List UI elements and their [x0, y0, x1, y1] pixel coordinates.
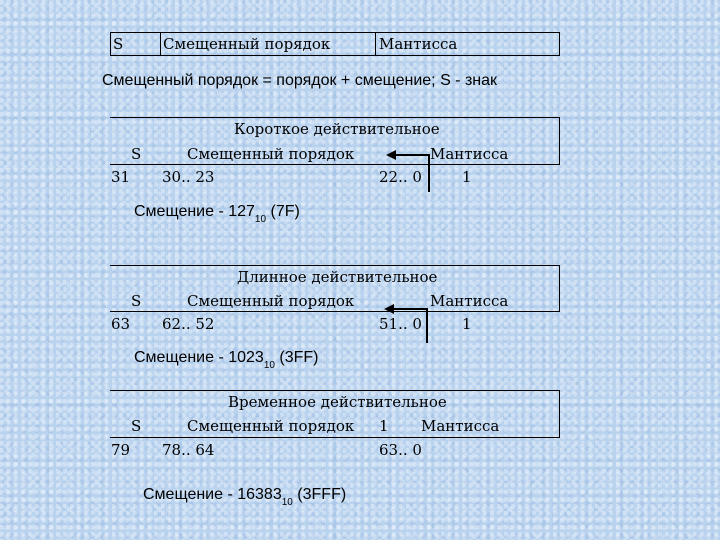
s-bit-number: 63 [111, 315, 131, 333]
s-label: S [131, 292, 142, 310]
bias-text: Смещение - $127_{10}$ (7F) [134, 203, 300, 225]
format-title: Временное действительное [228, 393, 447, 411]
bias-text: Смещение - $1023_{10}$ (3FF) [134, 349, 319, 371]
mantissa-bit-range: 51.. 0 [379, 315, 422, 333]
exponent-label: Смещенный порядок [187, 145, 355, 163]
exponent-label: Смещенный порядок [187, 417, 355, 435]
mantissa-label: Мантисса [421, 417, 500, 435]
formula-text: Смещенный порядок = порядок + смещение; S - знак [102, 72, 498, 89]
implicit-one: 1 [462, 315, 472, 333]
s-bit-number: 79 [111, 441, 131, 459]
mantissa-bit-range: 63.. 0 [379, 441, 422, 459]
exponent-bit-range: 78.. 64 [162, 441, 215, 459]
s-label: S [131, 417, 142, 435]
format-title: Короткое действительное [234, 120, 440, 138]
exponent-bit-range: 30.. 23 [162, 168, 215, 186]
bias-text: Смещение - $16383_{10}$ (3FFF) [143, 486, 347, 508]
header-s-label: S [113, 35, 124, 53]
mantissa-label: Мантисса [430, 292, 509, 310]
exponent-label: Смещенный порядок [187, 292, 355, 310]
exponent-bit-range: 62.. 52 [162, 315, 215, 333]
format-title: Длинное действительное [237, 268, 438, 286]
mantissa-bit-range: 22.. 0 [379, 168, 422, 186]
s-bit-number: 31 [111, 168, 131, 186]
header-mantissa-label: Мантисса [379, 35, 458, 53]
s-label: S [131, 145, 142, 163]
header-exponent-label: Смещенный порядок [163, 35, 331, 53]
implicit-one: 1 [462, 168, 472, 186]
mantissa-integer-bit: 1 [379, 417, 389, 435]
mantissa-label: Мантисса [430, 145, 509, 163]
